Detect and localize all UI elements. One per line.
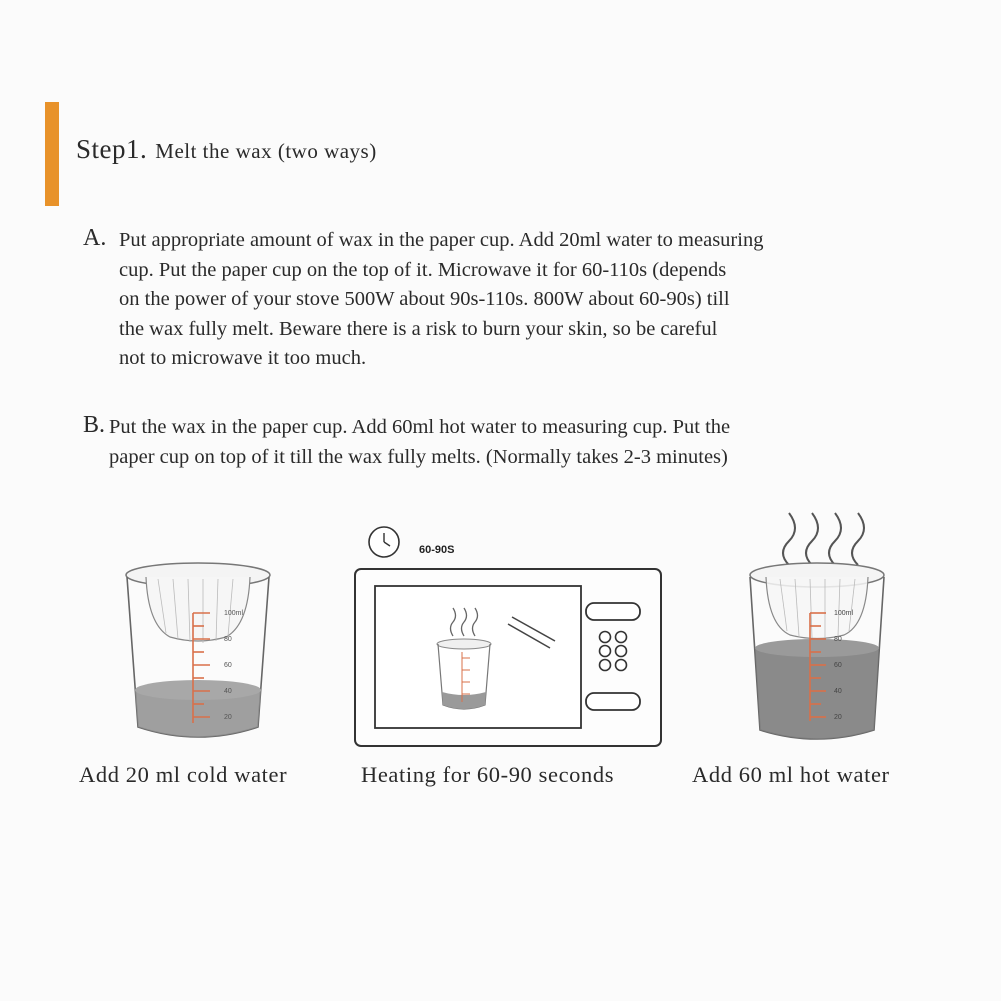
hot-cup-scale-label: 20 bbox=[834, 714, 842, 721]
hot-cup-scale-label: 80 bbox=[834, 636, 842, 643]
method-a-line: the wax fully melt. Beware there is a risk to burn your skin, so be careful bbox=[119, 317, 718, 340]
cold-cup-scale-label: 60 bbox=[224, 662, 232, 669]
method-b-line: Put the wax in the paper cup. Add 60ml hot water to measuring cup. Put the bbox=[109, 416, 731, 438]
hot-cup-scale-label: 100ml bbox=[834, 610, 854, 617]
hot-cup-scale-label: 60 bbox=[834, 662, 842, 669]
steam-icon bbox=[783, 513, 864, 565]
method-b-line: paper cup on top of it till the wax fully melts. (Normally takes 2-3 minutes) bbox=[109, 445, 728, 468]
method-b-marker: B. bbox=[83, 412, 106, 438]
hot-cup-scale-label: 40 bbox=[834, 688, 842, 695]
method-a-line: on the power of your stove 500W about 90s-110s. 800W about 60-90s) till bbox=[119, 288, 730, 310]
timer-label: 60-90S bbox=[419, 544, 455, 556]
microwave-illustration bbox=[350, 520, 666, 750]
cold-cup-caption: Add 20 ml cold water bbox=[79, 762, 288, 787]
clock-icon bbox=[369, 527, 399, 557]
hot-cup-caption: Add 60 ml hot water bbox=[692, 762, 890, 787]
cold-cup-scale-label: 100ml bbox=[224, 610, 244, 617]
method-a-line: not to microwave it too much. bbox=[119, 347, 367, 369]
cold-cup-scale-label: 80 bbox=[224, 636, 232, 643]
cold-water-cup-illustration bbox=[118, 555, 278, 750]
method-a-line: Put appropriate amount of wax in the paper cup. Add 20ml water to measuring bbox=[119, 229, 764, 251]
step-title bbox=[76, 134, 377, 165]
step-label: Step1. bbox=[76, 134, 148, 164]
step-subtitle: Melt the wax (two ways) bbox=[155, 139, 377, 163]
microwave-caption: Heating for 60-90 seconds bbox=[361, 762, 615, 787]
method-a-line: cup. Put the paper cup on the top of it. Microwave it for 60-110s (depends bbox=[119, 258, 727, 281]
method-a-marker: A. bbox=[83, 225, 107, 251]
cold-cup-scale-label: 20 bbox=[224, 714, 232, 721]
cold-cup-scale-label: 40 bbox=[224, 688, 232, 695]
hot-water-cup-illustration bbox=[742, 505, 892, 750]
accent-bar bbox=[45, 102, 59, 206]
